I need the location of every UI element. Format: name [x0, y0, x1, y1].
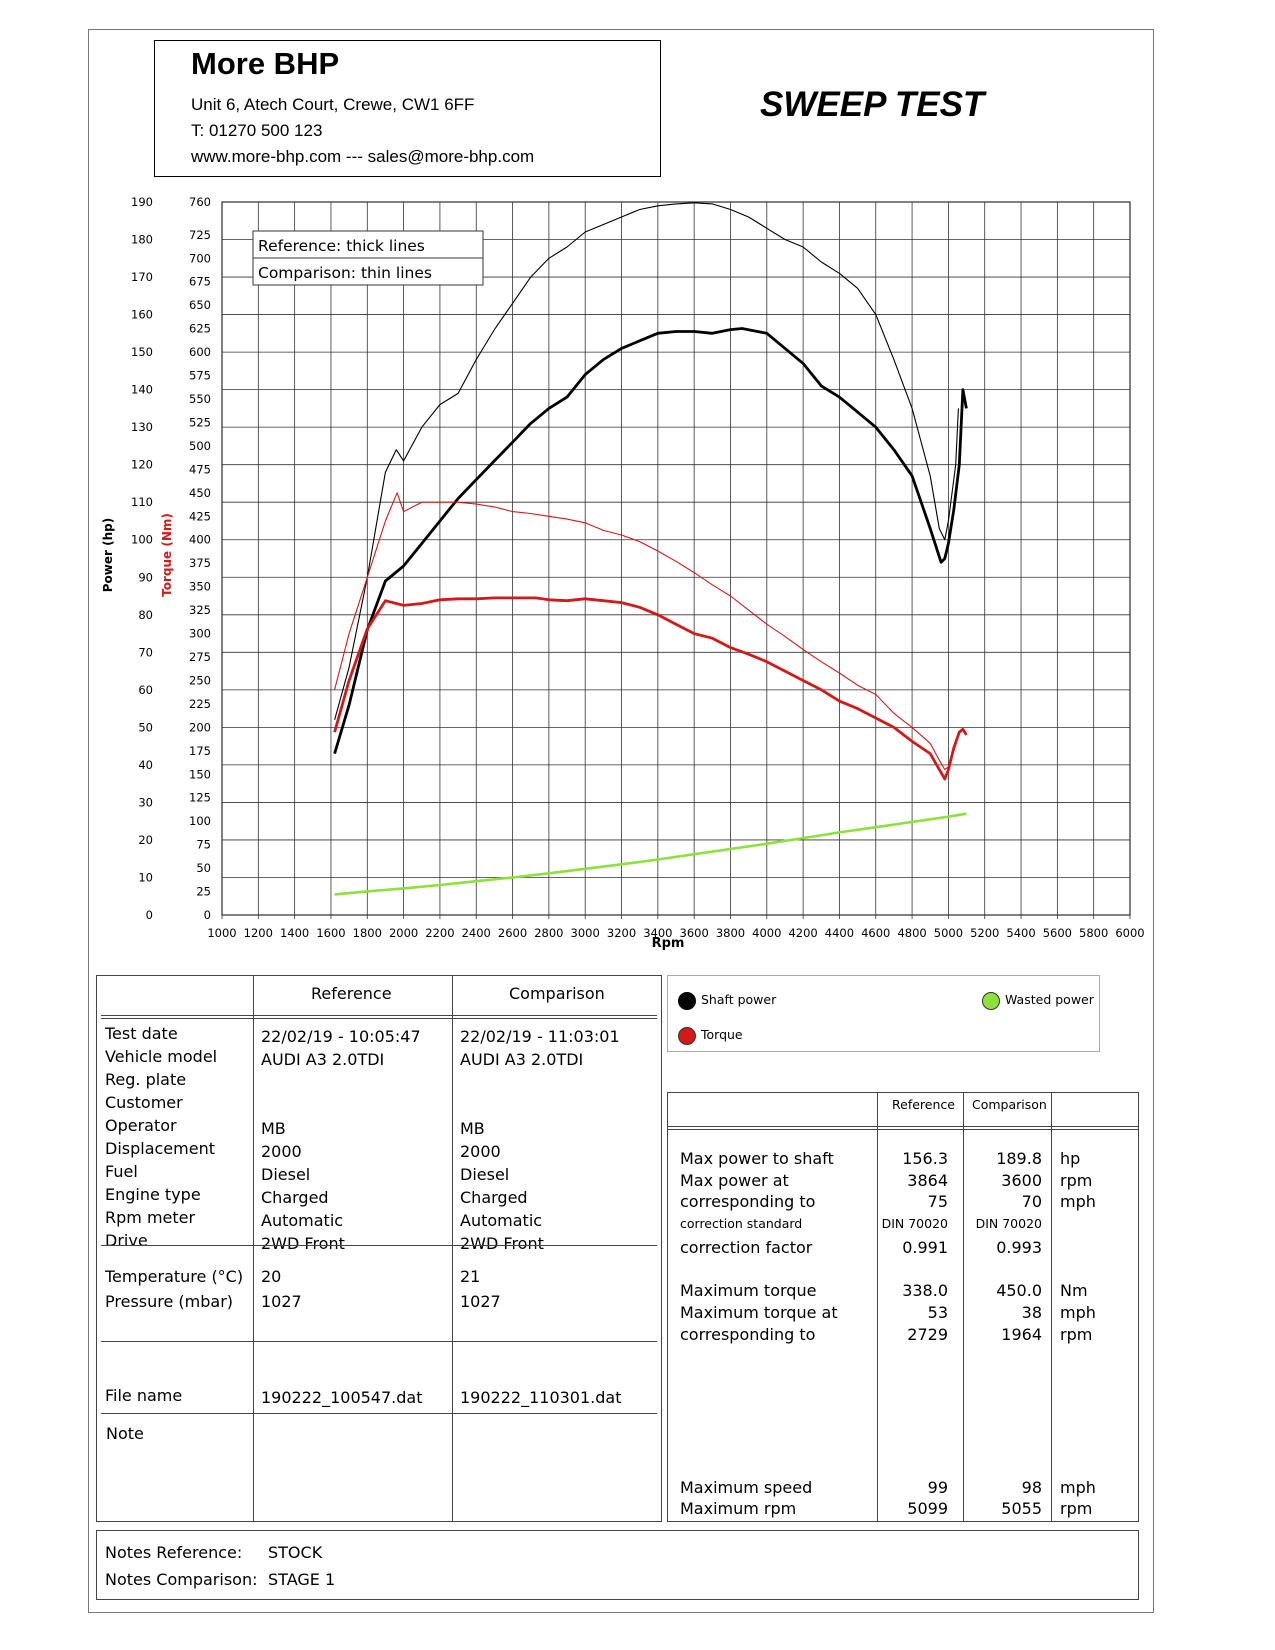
power-tick-label: 190 [131, 195, 153, 209]
info-reference-value: Diesel [261, 1165, 311, 1184]
result-unit: Nm [1060, 1281, 1088, 1300]
result-comparison-value: 98 [1021, 1478, 1042, 1497]
torque-tick-label: 425 [189, 509, 211, 524]
result-comparison-value: 3600 [1001, 1171, 1042, 1190]
result-comparison-value: 1964 [1001, 1325, 1042, 1344]
results-col-comparison: Comparison [972, 1097, 1047, 1112]
x-tick-label: 2200 [425, 926, 455, 940]
power-tick-label: 180 [131, 232, 153, 247]
result-unit: rpm [1060, 1325, 1093, 1344]
shaft-power-legend-label: Shaft power [701, 992, 777, 1007]
power-tick-label: 170 [131, 270, 153, 285]
x-tick-label: 2800 [534, 926, 564, 940]
power-tick-label: 160 [131, 307, 153, 322]
condition-reference-value: 20 [261, 1267, 282, 1286]
power-tick-label: 50 [138, 720, 153, 735]
torque-tick-label: 600 [189, 345, 211, 360]
torque-tick-label: 100 [189, 814, 211, 829]
result-unit: hp [1060, 1149, 1081, 1168]
result-label: Maximum torque at [680, 1303, 838, 1322]
result-reference-value: 99 [927, 1478, 948, 1497]
torque-tick-label: 25 [196, 884, 211, 899]
series-legend [667, 975, 1100, 1052]
info-reference-value: 2WD Front [261, 1234, 345, 1253]
torque-tick-label: 125 [189, 790, 211, 805]
x-tick-label: 4000 [752, 926, 782, 940]
power-tick-label: 150 [131, 345, 153, 360]
result-label: corresponding to [680, 1325, 816, 1344]
torque-tick-label: 225 [189, 696, 211, 711]
info-comparison-value: Charged [460, 1188, 528, 1207]
test-info-table [96, 975, 662, 1522]
result-label: Max power at [680, 1171, 789, 1190]
notes-box [96, 1530, 1139, 1600]
x-tick-label: 1800 [352, 926, 382, 940]
result-label: corresponding to [680, 1192, 816, 1211]
result-comparison-value: 189.8 [996, 1149, 1042, 1168]
result-reference-value: 53 [927, 1303, 948, 1322]
company-phone: T: 01270 500 123 [191, 121, 323, 140]
info-label: Customer [105, 1093, 183, 1112]
result-comparison-value: 5055 [1001, 1499, 1042, 1518]
result-reference-value: 75 [927, 1192, 948, 1211]
power-tick-label: 90 [138, 570, 153, 585]
series-wasted-power-hp [335, 814, 967, 895]
result-label: correction standard [680, 1216, 803, 1231]
power-tick-label: 130 [131, 420, 153, 435]
info-reference-value: Automatic [261, 1211, 344, 1230]
torque-tick-label: 500 [189, 438, 211, 453]
result-comparison-value: 70 [1021, 1192, 1042, 1211]
x-tick-label: 5000 [933, 926, 964, 940]
torque-tick-label: 400 [189, 532, 211, 547]
torque-tick-label: 650 [189, 298, 211, 313]
chart-grid [222, 202, 1130, 919]
col-header-reference: Reference [311, 984, 392, 1003]
info-label: Engine type [105, 1185, 201, 1204]
info-comparison-value: 2000 [460, 1142, 501, 1161]
torque-tick-label: 175 [189, 743, 211, 758]
condition-comparison-value: 21 [460, 1267, 481, 1286]
torque-tick-label: 250 [189, 673, 211, 688]
x-tick-label: 3600 [679, 926, 709, 940]
wasted-power-legend-label: Wasted power [1005, 992, 1094, 1007]
torque-legend-label: Torque [701, 1027, 743, 1042]
result-reference-value: 0.991 [902, 1238, 948, 1257]
torque-tick-label: 575 [189, 368, 211, 383]
chart-ticks [131, 195, 1145, 940]
torque-tick-label: 760 [189, 195, 211, 209]
wasted-power-legend-icon [982, 992, 1000, 1010]
torque-tick-label: 350 [189, 579, 211, 594]
result-label: Maximum torque [680, 1281, 817, 1300]
x-tick-label: 3200 [606, 926, 637, 940]
torque-tick-label: 550 [189, 392, 211, 407]
x-tick-label: 1200 [243, 926, 273, 940]
x-tick-label: 1600 [316, 926, 346, 940]
result-reference-value: 2729 [907, 1325, 948, 1344]
note-label: Note [106, 1424, 144, 1443]
result-reference-value: 3864 [907, 1171, 948, 1190]
results-col-reference: Reference [892, 1097, 955, 1112]
series-reference-torque-nm [335, 598, 967, 779]
power-tick-label: 30 [138, 795, 153, 810]
x-tick-label: 3400 [643, 926, 673, 940]
col-header-comparison: Comparison [509, 984, 605, 1003]
info-comparison-value: Automatic [460, 1211, 543, 1230]
x-tick-label: 5400 [1006, 926, 1036, 940]
power-tick-label: 10 [138, 870, 153, 885]
info-label: Vehicle model [105, 1047, 218, 1066]
torque-legend-icon [678, 1027, 696, 1045]
notes-comparison-value: STAGE 1 [268, 1570, 336, 1589]
torque-tick-label: 375 [189, 556, 211, 571]
x-tick-label: 3000 [570, 926, 600, 940]
result-label: correction factor [680, 1238, 813, 1257]
torque-tick-label: 0 [203, 908, 211, 922]
torque-tick-label: 725 [189, 227, 211, 242]
chart-curves [335, 203, 967, 895]
file-name-label: File name [105, 1386, 183, 1405]
power-axis-label: Power (hp) [101, 517, 115, 593]
result-label: Maximum speed [680, 1478, 813, 1497]
info-comparison-value: 2WD Front [460, 1234, 544, 1253]
x-tick-label: 4200 [788, 926, 818, 940]
torque-tick-label: 150 [189, 767, 211, 782]
power-tick-label: 120 [131, 457, 153, 472]
condition-reference-value: 1027 [261, 1292, 302, 1311]
x-tick-label: 4800 [897, 926, 927, 940]
info-comparison-value: MB [460, 1119, 485, 1138]
info-reference-value: MB [261, 1119, 286, 1138]
x-tick-label: 2000 [388, 926, 419, 940]
notes-comparison-label: Notes Comparison: [105, 1570, 258, 1589]
info-comparison-value: AUDI A3 2.0TDI [460, 1050, 584, 1069]
result-label: Max power to shaft [680, 1149, 834, 1168]
torque-tick-label: 475 [189, 462, 211, 477]
torque-tick-label: 625 [189, 321, 211, 336]
torque-tick-label: 700 [189, 251, 211, 266]
condition-comparison-value: 1027 [460, 1292, 501, 1311]
result-reference-value: 338.0 [902, 1281, 948, 1300]
info-reference-value: Charged [261, 1188, 329, 1207]
power-tick-label: 70 [138, 645, 153, 660]
x-tick-label: 4400 [824, 926, 855, 940]
x-tick-label: 5200 [970, 926, 1000, 940]
info-reference-value: 2000 [261, 1142, 302, 1161]
result-comparison-value: 38 [1021, 1303, 1042, 1322]
x-tick-label: 1400 [279, 926, 310, 940]
company-name: More BHP [191, 46, 340, 81]
notes-reference-value: STOCK [268, 1543, 323, 1562]
torque-tick-label: 300 [189, 626, 211, 641]
info-label: Test date [105, 1024, 178, 1043]
torque-tick-label: 450 [189, 485, 211, 500]
power-tick-label: 80 [138, 607, 153, 622]
torque-tick-label: 75 [196, 837, 211, 852]
x-tick-label: 5600 [1042, 926, 1073, 940]
x-tick-label: 3800 [715, 926, 746, 940]
info-label: Reg. plate [105, 1070, 187, 1089]
results-table [667, 1092, 1139, 1522]
result-unit: rpm [1060, 1499, 1093, 1518]
company-address: Unit 6, Atech Court, Crewe, CW1 6FF [191, 95, 475, 114]
result-comparison-value: 0.993 [996, 1238, 1042, 1257]
power-tick-label: 40 [138, 757, 153, 772]
torque-axis-label: Torque (Nm) [160, 513, 174, 597]
info-label: Drive [105, 1231, 148, 1250]
info-label: Fuel [105, 1162, 138, 1181]
shaft-power-legend-icon [678, 992, 696, 1010]
file-name-comparison: 190222_110301.dat [460, 1388, 622, 1407]
company-web: www.more-bhp.com --- sales@more-bhp.com [191, 147, 535, 166]
torque-tick-label: 525 [189, 415, 211, 430]
torque-tick-label: 325 [189, 603, 211, 618]
result-reference-value: 156.3 [902, 1149, 948, 1168]
power-tick-label: 140 [131, 382, 153, 397]
condition-label: Temperature (°C) [105, 1267, 244, 1286]
info-label: Operator [105, 1116, 177, 1135]
power-tick-label: 110 [131, 495, 153, 510]
result-unit: mph [1060, 1192, 1096, 1211]
result-unit: rpm [1060, 1171, 1093, 1190]
torque-tick-label: 200 [189, 720, 211, 735]
result-unit: mph [1060, 1478, 1096, 1497]
legend-comparison: Comparison: thin lines [258, 264, 432, 282]
result-reference-value: 5099 [907, 1499, 948, 1518]
result-unit: mph [1060, 1303, 1096, 1322]
result-comparison-value: 450.0 [996, 1281, 1042, 1300]
file-name-reference: 190222_100547.dat [261, 1388, 423, 1407]
result-label: Maximum rpm [680, 1499, 797, 1518]
x-tick-label: 6000 [1115, 926, 1145, 940]
plot-area [222, 202, 1130, 915]
result-reference-value: DIN 70020 [881, 1216, 948, 1231]
power-tick-label: 60 [138, 682, 153, 697]
x-axis-label: Rpm [651, 936, 685, 951]
info-comparison-value: 22/02/19 - 11:03:01 [460, 1027, 620, 1046]
power-tick-label: 100 [131, 532, 153, 547]
info-reference-value: AUDI A3 2.0TDI [261, 1050, 385, 1069]
x-tick-label: 5800 [1079, 926, 1109, 940]
info-reference-value: 22/02/19 - 10:05:47 [261, 1027, 421, 1046]
x-tick-label: 1000 [207, 926, 237, 940]
result-comparison-value: DIN 70020 [975, 1216, 1042, 1231]
torque-tick-label: 50 [196, 861, 211, 876]
torque-tick-label: 675 [189, 274, 211, 289]
x-tick-label: 4600 [861, 926, 891, 940]
info-label: Rpm meter [105, 1208, 196, 1227]
info-comparison-value: Diesel [460, 1165, 510, 1184]
report-title: SWEEP TEST [760, 85, 985, 124]
notes-reference-label: Notes Reference: [105, 1543, 243, 1562]
power-tick-label: 0 [145, 908, 153, 922]
power-tick-label: 20 [138, 832, 153, 847]
torque-tick-label: 275 [189, 650, 211, 665]
condition-label: Pressure (mbar) [105, 1292, 234, 1311]
legend-reference: Reference: thick lines [258, 237, 425, 255]
x-tick-label: 2400 [461, 926, 491, 940]
info-label: Displacement [105, 1139, 215, 1158]
x-tick-label: 2600 [497, 926, 528, 940]
